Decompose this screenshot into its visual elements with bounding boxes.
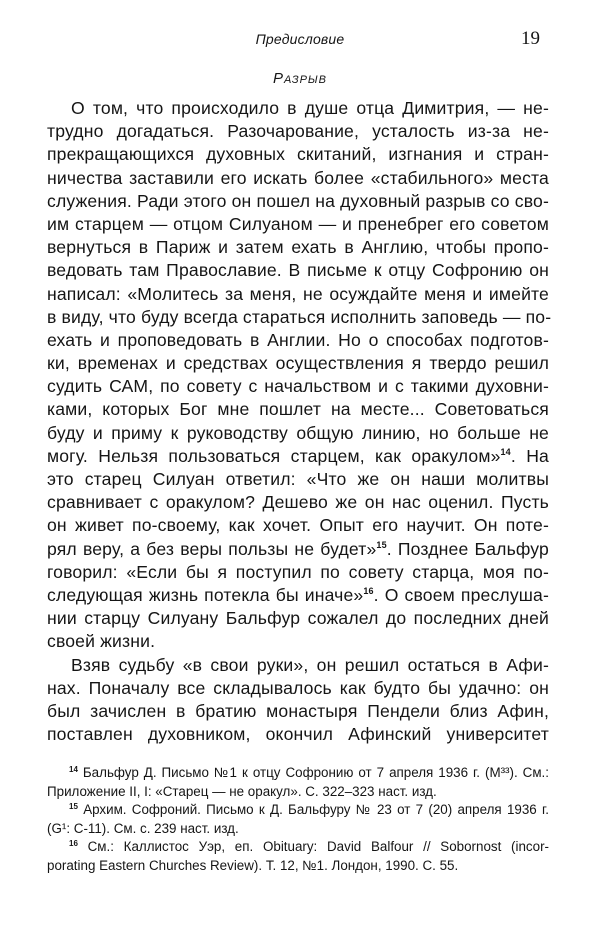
text-line: вернуться в Париж и затем ехать в Англию, чтобы пропо- [47,237,549,258]
text-line: поставлен духовником, окончил Афинский университет [47,724,549,745]
footnote-ref-16[interactable]: 16 [363,585,374,596]
text-line: ками, которых Бог мне пошлет на месте... Советоваться [47,399,549,420]
text-line: в виду, что буду всегда стараться исполнить заповедь — по- [47,306,552,327]
footnote-text: Архим. Софроний. Письмо к Д. Бальфуру № 23 от 7 (20) апреля 1936 г. [83,802,549,817]
text-line: буду и приму к руководству общую линию, но больше не [47,422,549,443]
footnote-number: 14 [69,765,78,774]
text-segment: следующая жизнь потекла бы иначе» [47,584,364,605]
footnotes [47,764,549,875]
text-line: нии старцу Силуану Бальфур сожалел до последних дней [47,608,549,629]
text-line: сравнивает с оракулом? Дешево же он нас оценил. Пусть [47,492,549,513]
running-head [0,28,600,52]
text-line: ничества заставили его искать более «стабильного» места [47,167,549,188]
text-line: Взяв судьбу «в свои руки», он решил остаться в Афи- [71,654,549,675]
footnote-ref-14[interactable]: 14 [500,446,511,457]
text-line: ки, временах и средствах осуществления я твердо решил [47,353,549,374]
text-segment: рял веру, а без веры пользы не будет» [47,538,377,559]
footnote-number: 15 [69,802,78,811]
text-segment: . О своем преслуша- [373,584,549,605]
text-line [47,538,549,561]
text-line: говорил: «Если бы я поступил по совету старца, моя по- [47,561,549,582]
text-segment: . На [510,445,549,466]
text-line: нах. Поначалу все складывалось как будто бы удачно: он [47,677,549,698]
footnote-ref-15[interactable]: 15 [376,539,387,550]
text-line: был зачислен в братию монастыря Пендели близ Афин, [47,700,549,721]
footnote-14-cont: Приложение II, I: «Старец — не оракул». С. 322–323 наст. изд. [47,783,437,799]
text-line: прекращающихся духовных скитаний, изгнания и стран- [47,144,549,165]
text-line: это старец Силуан ответил: «Что же он наши молитвы [47,469,549,489]
text-line: написал: «Молитесь за меня, не осуждайте меня и имейте [47,283,549,304]
footnote-text: См.: Каллистос Уэр, еп. Obituary: David Balfour // Sobornost (incor- [87,839,549,854]
text-segment: . Позднее Бальфур [386,538,549,559]
text-line: О том, что происходило в душе отца Димитрия, — не- [71,98,549,118]
text-line [47,445,549,468]
text-line [47,584,549,607]
text-line: ехать и проповедовать в Англии. Но о способах подготов- [47,329,549,350]
text-line: судить САМ, по совету с начальством и с такими духовни- [47,376,549,397]
text-line: он живет по-своему, как хочет. Опыт его научит. Он поте- [47,515,549,536]
footnote-15-cont: (G¹: C-11). См. с. 239 наст. изд. [47,820,239,836]
text-line: ведовать там Православие. В письме к отцу Софронию он [47,260,549,281]
text-segment: могу. Нельзя пользоваться старцем, как оракулом» [47,445,501,466]
footnote-15 [47,801,549,820]
page-number: 19 [521,28,540,49]
footnote-16-cont: porating Eastern Churches Review). Т. 12, №1. Лондон, 1990. С. 55. [47,857,459,873]
text-line: им старцем — отцом Силуаном — и пренебрег его советом [47,213,549,234]
footnote-number: 16 [69,839,78,848]
text-line: трудно догадаться. Разочарование, усталость из-за не- [47,121,549,142]
body-text [47,97,552,746]
footnote-16 [47,838,549,857]
text-line: служения. Ради этого он пошел на духовный разрыв со сво- [47,190,549,211]
running-title: Предисловие [255,31,345,47]
footnote-14 [47,764,549,783]
text-line: своей жизни. [47,631,156,652]
footnote-text: Бальфур Д. Письмо №1 к отцу Софронию от 7 апреля 1936 г. (M³³). См.: [82,765,549,780]
section-title: Разрыв [272,70,328,87]
